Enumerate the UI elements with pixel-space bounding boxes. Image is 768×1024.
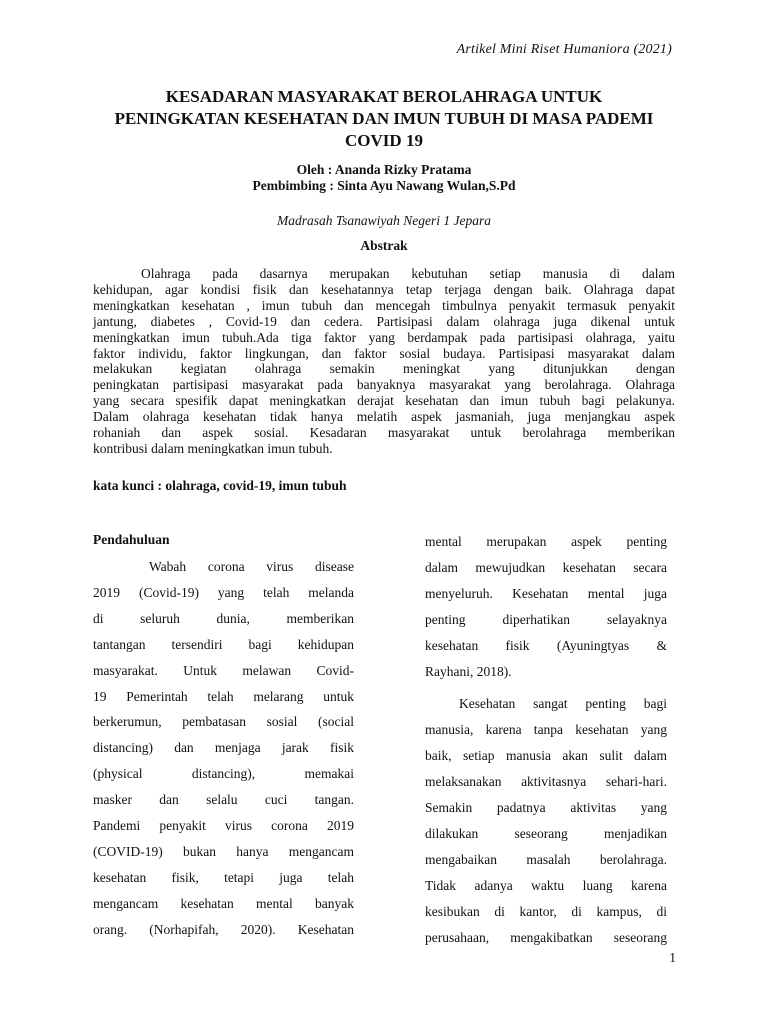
section-heading: Pendahuluan: [93, 532, 170, 547]
body-line: orang. (Norhapifah, 2020). Kesehatan: [93, 921, 354, 937]
body-line: Tidak adanya waktu luang karena: [425, 877, 667, 893]
body-line: kesehatan fisik, tetapi juga telah: [93, 869, 354, 885]
abstract-line: Dalam olahraga kesehatan tidak hanya melatih aspek jasmaniah, juga menjangkau aspek: [93, 409, 675, 425]
body-line: distancing) dan menjaga jarak fisik: [93, 740, 354, 756]
abstract-line: faktor individu, faktor lingkungan, dan faktor sosial budaya. Partisipasi masyarakat dalam: [93, 345, 675, 361]
body-line: manusia, karena tanpa kesehatan yang: [425, 722, 667, 738]
body-line: baik, setiap manusia akan sulit dalam: [425, 748, 667, 764]
author: Oleh : Ananda Rizky Pratama: [296, 162, 472, 177]
abstract-line: meningkatkan kesehatan , imun tubuh dan mencegah timbulnya penyakit termasuk penyakit: [93, 297, 675, 313]
body-line: Rayhani, 2018).: [425, 663, 512, 679]
abstract-line: jantung, diabetes , Covid-19 dan cedera. Partisipasi dalam olahraga juga dikenal untuk: [93, 313, 675, 329]
abstract-heading: Abstrak: [360, 238, 408, 253]
body-line: dilakukan seseorang menjadikan: [425, 825, 667, 841]
body-line: mengancam kesehatan mental banyak: [93, 895, 354, 911]
title-line: COVID 19: [345, 131, 423, 150]
body-line: mental merupakan aspek penting: [425, 534, 667, 549]
body-line: masyarakat. Untuk melawan Covid-: [93, 662, 354, 678]
body-line: masker dan selalu cuci tangan.: [93, 792, 354, 808]
abstract-line: melakukan kegiatan olahraga semakin meningkat yang ditunjukkan dengan: [93, 361, 675, 377]
abstract-line: meningkatkan imun tubuh.Ada tiga faktor yang berdampak pada partisipasi olahraga, yaitu: [93, 329, 675, 345]
abstract-line: yang secara spesifik dapat meningkatkan derajat kesehatan dan imun tubuh bagi pelakunya.: [93, 393, 675, 409]
body-line: Kesehatan sangat penting bagi: [459, 696, 667, 712]
abstract-line: rohaniah dan aspek sosial. Kesadaran masyarakat untuk berolahraga memberikan: [93, 425, 675, 441]
title-line: KESADARAN MASYARAKAT BEROLAHRAGA UNTUK: [165, 87, 603, 106]
supervisor: Pembimbing : Sinta Ayu Nawang Wulan,S.Pd: [252, 178, 516, 193]
body-line: (physical distancing), memakai: [93, 766, 354, 782]
body-line: Pandemi penyakit virus corona 2019: [93, 818, 354, 834]
abstract-line: kontribusi dalam meningkatkan imun tubuh.: [93, 440, 333, 456]
body-line: Wabah corona virus disease: [149, 559, 354, 574]
body-line: dalam mewujudkan kesehatan secara: [425, 559, 667, 575]
title-line: PENINGKATAN KESEHATAN DAN IMUN TUBUH DI MASA PADEMI: [114, 109, 654, 128]
page-number: 1: [669, 950, 676, 965]
abstract-body: [93, 266, 675, 457]
journal-header: Artikel Mini Riset Humaniora (2021): [456, 42, 672, 57]
body-line: penting diperhatikan selayaknya: [425, 611, 667, 627]
body-line: berkerumun, pembatasan sosial (social: [93, 714, 354, 730]
right-column: [425, 529, 667, 951]
paragraph-gap: [425, 684, 667, 691]
left-column: [93, 529, 354, 943]
body-line: perusahaan, mengakibatkan seseorang: [425, 929, 667, 945]
abstract-line: Olahraga pada dasarnya merupakan kebutuhan setiap manusia di dalam: [141, 266, 675, 281]
body-line: melaksanakan aktivitasnya sehari-hari.: [425, 774, 667, 790]
body-line: di seluruh dunia, memberikan: [93, 610, 354, 626]
body-line: kesehatan fisik (Ayuningtyas &: [425, 637, 667, 653]
body-line: tantangan tersendiri bagi kehidupan: [93, 636, 354, 652]
body-line: 2019 (Covid-19) yang telah melanda: [93, 584, 354, 600]
abstract-line: peningkatan partisipasi masyarakat pada banyaknya masyarakat yang berolahraga. Olahraga: [93, 377, 675, 393]
body-line: kesibukan di kantor, di kampus, di: [425, 903, 667, 919]
keywords: kata kunci : olahraga, covid-19, imun tubuh: [93, 478, 347, 493]
byline: [80, 162, 688, 194]
institution: Madrasah Tsanawiyah Negeri 1 Jepara: [276, 213, 491, 228]
abstract-line: kehidupan, agar kondisi fisik dan kesehatannya tetap terjaga dengan baik. Olahraga dapat: [93, 281, 675, 297]
body-line: Semakin padatnya aktivitas yang: [425, 800, 667, 816]
body-line: mengabaikan masalah berolahraga.: [425, 851, 667, 867]
body-line: 19 Pemerintah telah melarang untuk: [93, 688, 354, 704]
body-line: menyeluruh. Kesehatan mental juga: [425, 585, 667, 601]
article-title: [80, 86, 688, 152]
body-line: (COVID-19) bukan hanya mengancam: [93, 843, 354, 859]
